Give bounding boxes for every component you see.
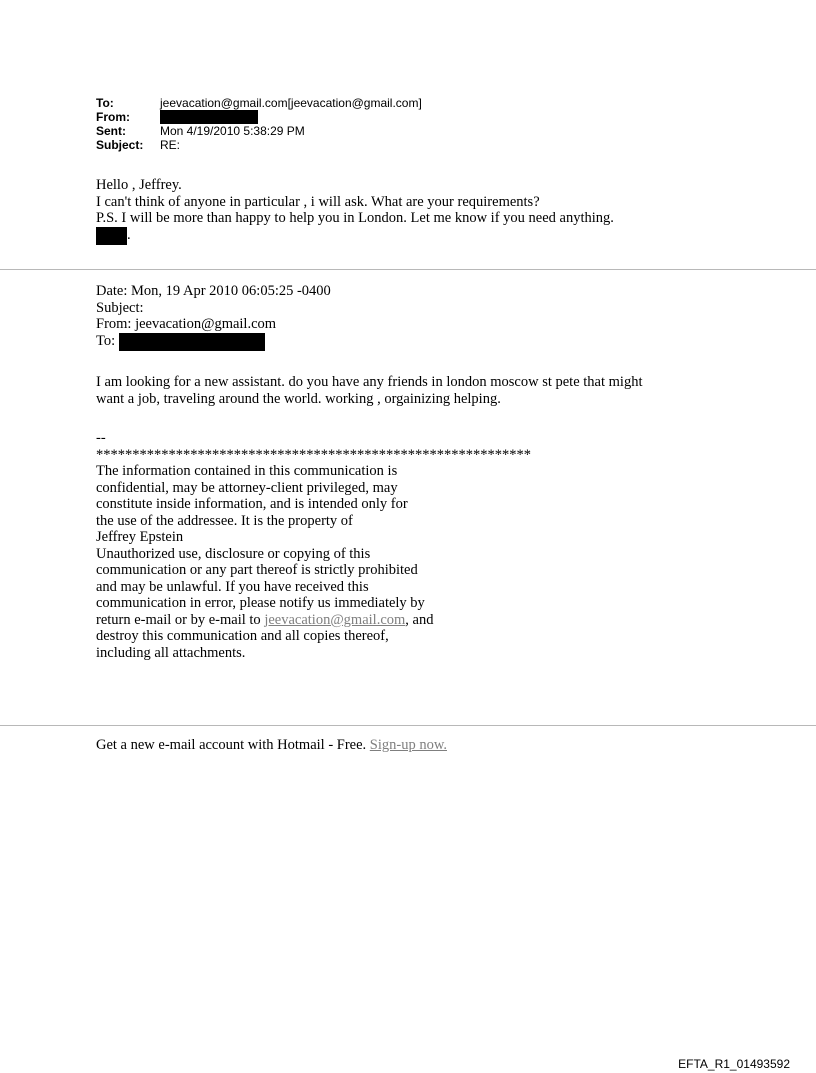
subject-label: Subject: xyxy=(96,138,144,152)
subject-value: RE: xyxy=(160,138,181,152)
disclaimer xyxy=(96,430,531,661)
reply-line: Hello , Jeffrey. xyxy=(96,177,182,193)
to-label: To: xyxy=(96,96,114,110)
sent-label: Sent: xyxy=(96,124,126,138)
redaction-box xyxy=(160,110,258,124)
document-id: EFTA_R1_01493592 xyxy=(678,1057,790,1071)
subject-row xyxy=(96,138,422,152)
original-to-label: To: xyxy=(96,332,116,349)
original-from: From: jeevacation@gmail.com xyxy=(96,316,277,332)
original-body-line: want a job, traveling around the world. working , orgainizing helping. xyxy=(96,390,501,407)
hotmail-text: Get a new e-mail account with Hotmail - Free. xyxy=(96,737,370,753)
disclaimer-line: and may be unlawful. If you have received this xyxy=(96,578,369,595)
disclaimer-text: , and xyxy=(405,611,434,628)
disclaimer-line: The information contained in this communication is xyxy=(96,463,398,479)
disclaimer-line: constitute inside information, and is intended only for xyxy=(96,496,408,512)
signup-link[interactable]: Sign-up now. xyxy=(369,737,447,753)
sent-row xyxy=(96,124,422,138)
to-row xyxy=(96,96,422,110)
disclaimer-line: Unauthorized use, disclosure or copying of this xyxy=(96,545,371,562)
disclaimer-text: return e-mail or by e-mail to xyxy=(96,611,265,628)
disclaimer-line: communication in error, please notify us immediately by xyxy=(96,595,425,611)
reply-line: P.S. I will be more than happy to help you in London. Let me know if you need anything. xyxy=(96,210,614,226)
from-row xyxy=(96,110,422,124)
disclaimer-line: including all attachments. xyxy=(96,644,246,661)
sent-value: Mon 4/19/2010 5:38:29 PM xyxy=(160,124,305,138)
divider xyxy=(0,269,816,270)
signoff-suffix: . xyxy=(127,226,131,243)
original-body-line: I am looking for a new assistant. do you have any friends in london moscow st pete that might xyxy=(96,374,643,390)
disclaimer-line: Jeffrey Epstein xyxy=(96,529,184,545)
email-link[interactable]: jeevacation@gmail.com xyxy=(264,611,406,628)
original-body xyxy=(96,374,642,407)
disclaimer-link-line xyxy=(96,612,531,629)
original-to-row xyxy=(96,333,331,351)
signature-dashes: -- xyxy=(96,430,106,446)
redaction-box xyxy=(96,227,127,245)
original-date: Date: Mon, 19 Apr 2010 06:05:25 -0400 xyxy=(96,283,331,299)
reply-signoff xyxy=(96,227,614,245)
hotmail-promo xyxy=(96,737,447,754)
original-message-header xyxy=(96,283,331,351)
disclaimer-line: the use of the addressee. It is the property of xyxy=(96,512,353,529)
disclaimer-line: confidential, may be attorney-client privileged, may xyxy=(96,479,398,496)
star-separator: ************************************************************ xyxy=(96,446,531,463)
redaction-box xyxy=(119,333,265,351)
email-header xyxy=(96,96,422,152)
reply-line: I can't think of anyone in particular , i will ask. What are your requirements? xyxy=(96,193,540,210)
to-value: jeevacation@gmail.com[jeevacation@gmail.com] xyxy=(160,96,422,110)
original-subject: Subject: xyxy=(96,299,144,316)
disclaimer-line: destroy this communication and all copies thereof, xyxy=(96,628,389,644)
disclaimer-line: communication or any part thereof is strictly prohibited xyxy=(96,562,418,578)
reply-body xyxy=(96,177,614,245)
divider xyxy=(0,725,816,726)
from-label: From: xyxy=(96,110,130,124)
